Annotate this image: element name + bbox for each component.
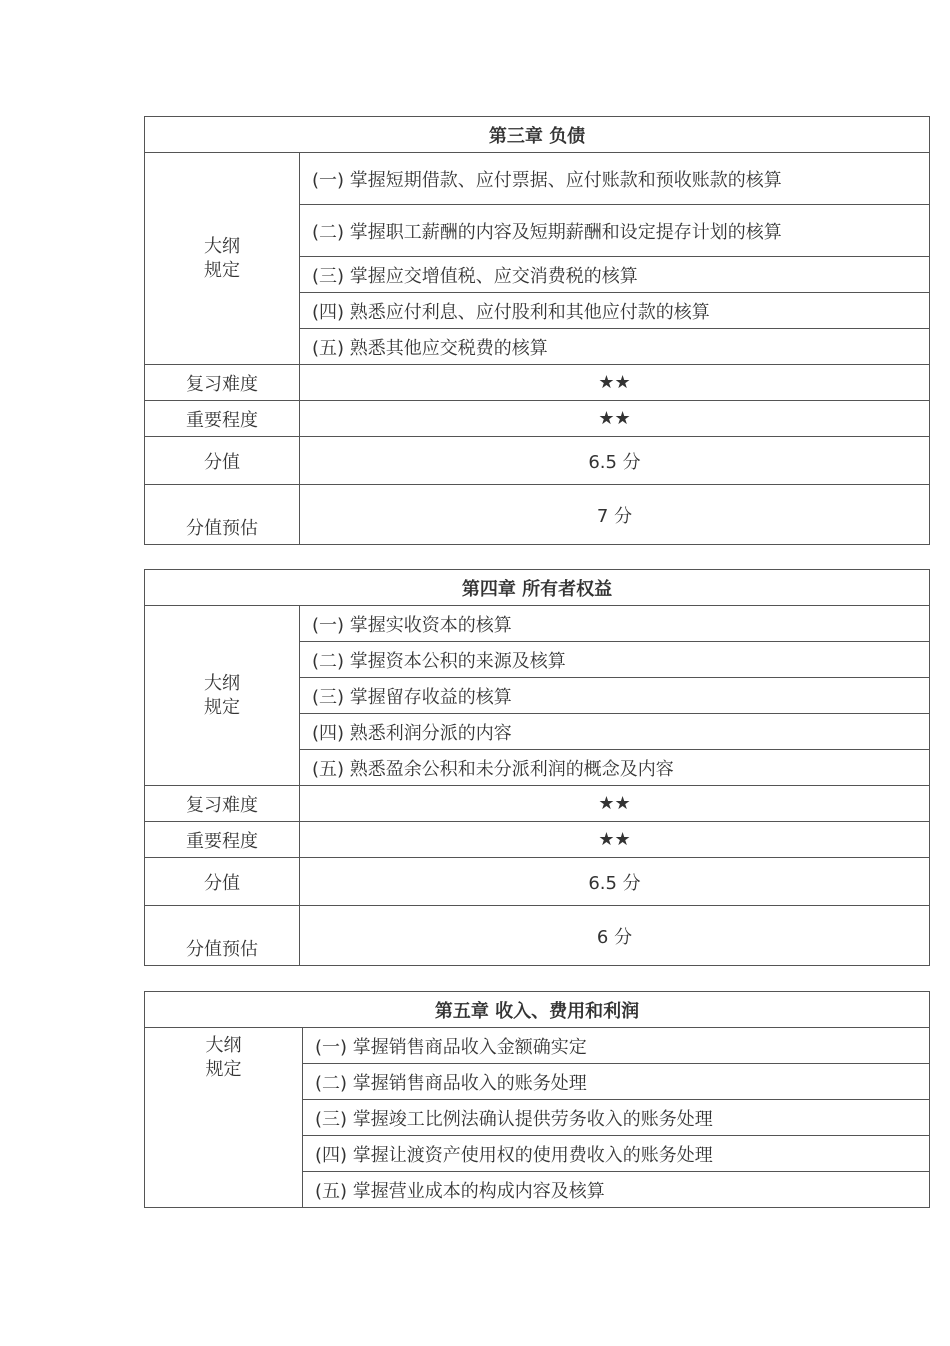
importance-label: 重要程度 — [145, 822, 300, 858]
score-value: 6.5 分 — [300, 858, 930, 906]
chapter-5-table — [144, 991, 930, 1208]
outline-item: (一) 掌握销售商品收入金额确实定 — [303, 1028, 930, 1064]
outline-item: (三) 掌握留存收益的核算 — [300, 678, 930, 714]
score-estimate-label: 分值预估 — [145, 485, 300, 545]
outline-item: (二) 掌握销售商品收入的账务处理 — [303, 1064, 930, 1100]
review-difficulty-stars: ★★ — [300, 365, 930, 401]
score-label: 分值 — [145, 858, 300, 906]
outline-item: (三) 掌握应交增值税、应交消费税的核算 — [300, 257, 930, 293]
outline-item: (四) 掌握让渡资产使用权的使用费收入的账务处理 — [303, 1136, 930, 1172]
importance-stars: ★★ — [300, 822, 930, 858]
chapter-title: 第三章 负债 — [145, 117, 930, 153]
outline-item: (五) 掌握营业成本的构成内容及核算 — [303, 1172, 930, 1208]
score-label: 分值 — [145, 437, 300, 485]
chapter-title: 第四章 所有者权益 — [145, 570, 930, 606]
review-difficulty-stars: ★★ — [300, 786, 930, 822]
outline-item: (二) 掌握资本公积的来源及核算 — [300, 642, 930, 678]
outline-label: 大纲 规定 — [145, 153, 300, 365]
outline-item: (四) 熟悉利润分派的内容 — [300, 714, 930, 750]
outline-item: (一) 掌握短期借款、应付票据、应付账款和预收账款的核算 — [300, 153, 930, 205]
score-value: 6.5 分 — [300, 437, 930, 485]
outline-label: 大纲 规定 — [145, 606, 300, 786]
outline-item: (三) 掌握竣工比例法确认提供劳务收入的账务处理 — [303, 1100, 930, 1136]
review-difficulty-label: 复习难度 — [145, 365, 300, 401]
chapter-3-table — [144, 116, 930, 545]
outline-item: (四) 熟悉应付利息、应付股利和其他应付款的核算 — [300, 293, 930, 329]
chapter-title: 第五章 收入、费用和利润 — [145, 992, 930, 1028]
outline-item: (二) 掌握职工薪酬的内容及短期薪酬和设定提存计划的核算 — [300, 205, 930, 257]
outline-item: (五) 熟悉其他应交税费的核算 — [300, 329, 930, 365]
outline-item: (五) 熟悉盈余公积和未分派利润的概念及内容 — [300, 750, 930, 786]
importance-stars: ★★ — [300, 401, 930, 437]
score-estimate-value: 7 分 — [300, 485, 930, 545]
score-estimate-value: 6 分 — [300, 906, 930, 966]
outline-item: (一) 掌握实收资本的核算 — [300, 606, 930, 642]
importance-label: 重要程度 — [145, 401, 300, 437]
chapter-4-table — [144, 569, 930, 966]
score-estimate-label: 分值预估 — [145, 906, 300, 966]
review-difficulty-label: 复习难度 — [145, 786, 300, 822]
outline-label: 大纲 规定 — [145, 1028, 303, 1208]
